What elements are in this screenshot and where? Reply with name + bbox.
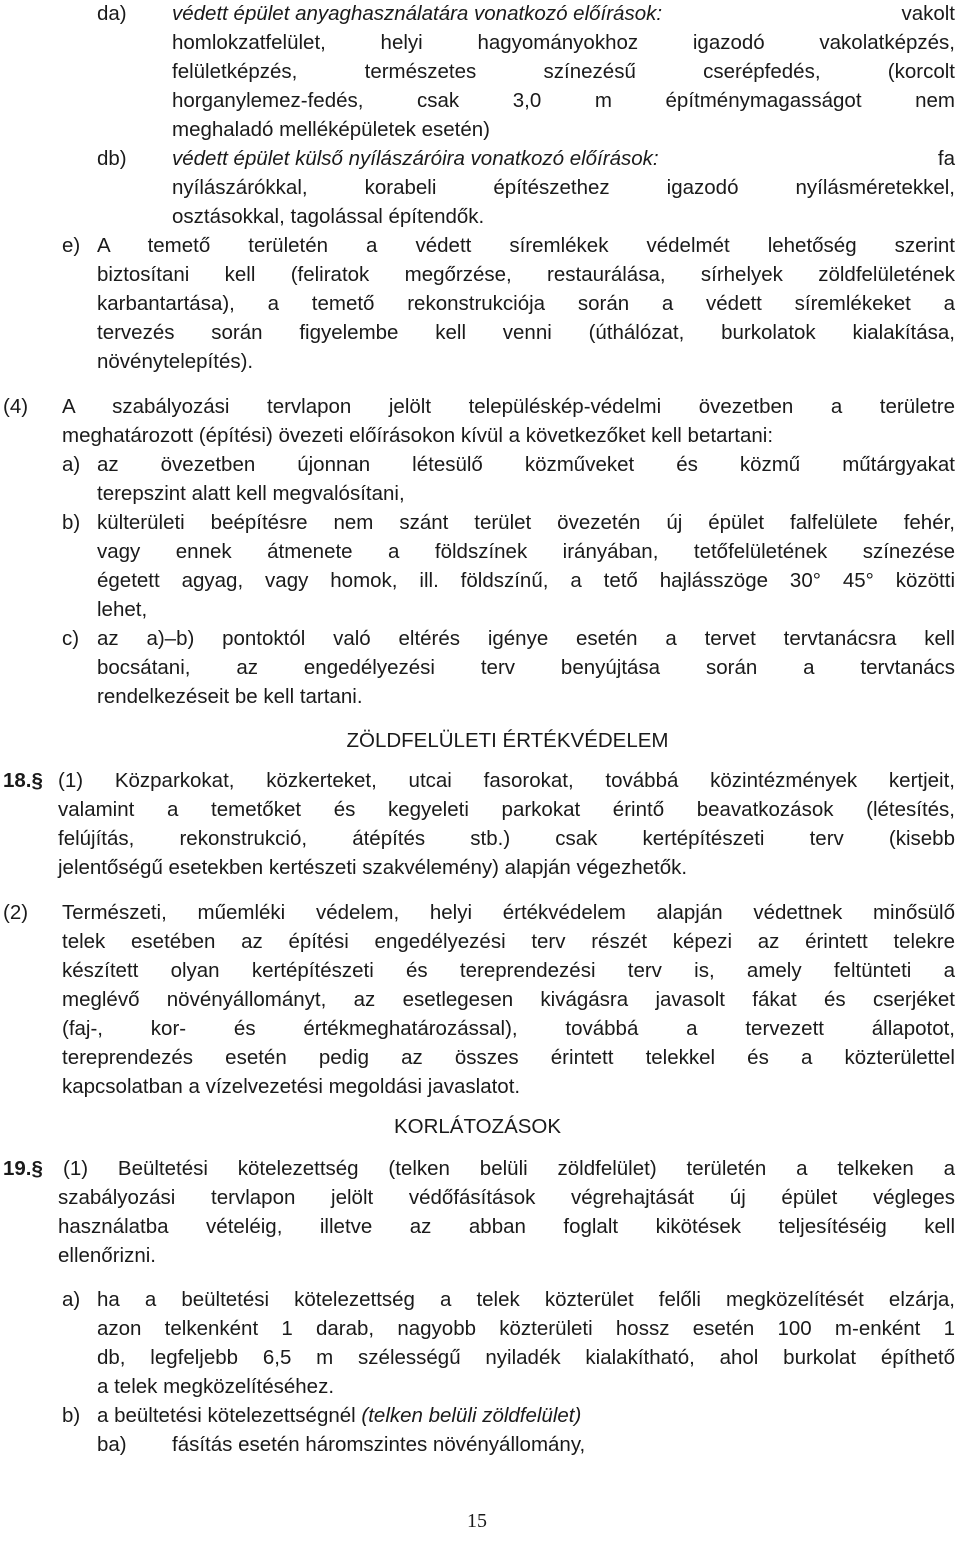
item-label: a) — [62, 1288, 81, 1311]
page-number: 15 — [467, 1510, 487, 1532]
text-line: rendelkezéseit be kell tartani. — [97, 685, 363, 708]
db-head: védett épület külső nyílászáróira vonatkozó előírások: — [172, 147, 659, 170]
text-line: karbantartása), a temető rekonstrukciója során a védett síremlékeket a — [97, 292, 955, 315]
text-line: meghatározott (építési) övezeti előírásokon kívül a következőket kell betartani: — [62, 424, 774, 447]
text-line: jelentőségű esetekben kertészeti szakvélemény) alapján végezhetők. — [58, 856, 688, 879]
text-line: tervezés során figyelembe kell venni (úthálózat, burkolatok kialakítása, — [97, 321, 955, 344]
text-line: bocsátani, az engedélyezési terv benyújtása során a tervtanács — [97, 656, 955, 679]
da-line-1 — [172, 2, 955, 26]
item-label: b) — [62, 1404, 81, 1427]
item-label: c) — [62, 627, 80, 650]
text-line: (1) Közparkokat, közkerteket, utcai fasorokat, továbbá közintézmények kertjeit, — [58, 769, 955, 792]
text-line: A temető területén a védett síremlékek védelmét lehetőség szerint — [97, 234, 955, 257]
db-tail: fa — [937, 147, 955, 170]
da-tail: vakolt — [901, 2, 955, 25]
text-line: a telek megközelítéséhez. — [97, 1375, 335, 1398]
text-line: szabályozási tervlapon jelölt védőfásítások végrehajtását új épület végleges — [58, 1186, 955, 1209]
text-line: felújítás, rekonstrukció, átépítés stb.) csak kertépítészeti terv (kisebb — [58, 827, 955, 850]
text-line: homlokzatfelület, helyi hagyományokhoz igazodó vakolatképzés, — [172, 31, 955, 54]
text-line: A szabályozási tervlapon jelölt településkép-védelmi övezetben a területre — [62, 395, 955, 418]
text-line: ha a beültetési kötelezettség a telek közterület felőli megközelítését elzárja, — [97, 1288, 955, 1311]
text-line: az övezetben újonnan létesülő közműveket és közmű műtárgyakat — [97, 453, 955, 476]
section-heading: KORLÁTOZÁSOK — [393, 1115, 562, 1138]
text-line: db, legfeljebb 6,5 m szélességű nyiladék kialakítható, ahol burkolat építhető — [97, 1346, 955, 1369]
text-line: az a)–b) pontoktól való eltérés igénye esetén a tervet tervtanácsra kell — [97, 627, 955, 650]
section-number: 18.§ — [3, 769, 43, 792]
text-line: (1) Beültetési kötelezettség (telken belüli zöldfelület) területén a telkeken a — [63, 1157, 955, 1180]
text-line: horganylemez-fedés, csak 3,0 m építménymagasságot nem — [172, 89, 955, 112]
item-label: e) — [62, 234, 81, 257]
paragraph-label: (4) — [3, 395, 29, 418]
b-text-italic: (telken belüli zöldfelület) — [361, 1404, 582, 1427]
text-line: (faj-, kor- és értékmeghatározással), továbbá a tervezett állapotot, — [62, 1017, 955, 1040]
text-line: használatba vételéig, illetve az abban foglalt kikötések teljesítéséig kell — [58, 1215, 955, 1238]
text-line: osztásokkal, tagolással építendők. — [172, 205, 485, 228]
text-line: meglévő növényállományt, az esetlegesen kivágásra javasolt fákat és cserjéket — [62, 988, 955, 1011]
text-line: meghaladó melléképületek esetén) — [172, 118, 490, 141]
item-label: b) — [62, 511, 81, 534]
text-line: fásítás esetén háromszintes növényállomány, — [172, 1433, 586, 1456]
text-line: készített olyan kertépítészeti és tereprendezési terv is, amely feltünteti a — [62, 959, 955, 982]
text-line: növénytelepítés). — [97, 350, 254, 373]
text-line: terepszint alatt kell megvalósítani, — [97, 482, 405, 505]
section-number: 19.§ — [3, 1157, 43, 1180]
item-label: ba) — [97, 1433, 127, 1456]
text-line: felületképzés, természetes színezésű cserépfedés, (korcolt — [172, 60, 955, 83]
paragraph-label: (2) — [3, 901, 29, 924]
item-label: da) — [97, 2, 127, 25]
text-line: Természeti, műemléki védelem, helyi értékvédelem alapján védettnek minősülő — [62, 901, 955, 924]
text-line: valamint a temetőket és kegyeleti parkokat érintő beavatkozások (létesítés, — [58, 798, 955, 821]
db-line-1 — [172, 147, 955, 171]
text-line: biztosítani kell (feliratok megőrzése, restaurálása, sírhelyek zöldfelületének — [97, 263, 955, 286]
text-line: azon telkenként 1 darab, nagyobb közterületi hossz esetén 100 m-enként 1 — [97, 1317, 955, 1340]
item-label: a) — [62, 453, 81, 476]
text-line: tereprendezés esetén pedig az összes érintett telekkel és a közterülettel — [62, 1046, 955, 1069]
text-line: nyílászárókkal, korabeli építészethez igazodó nyílásméretekkel, — [172, 176, 955, 199]
text-line: égetett agyag, vagy homok, ill. földszínű, a tető hajlásszöge 30° 45° közötti — [97, 569, 955, 592]
text-line — [97, 1404, 581, 1428]
text-line: ellenőrizni. — [58, 1244, 156, 1267]
item-label: db) — [97, 147, 127, 170]
text-line: lehet, — [97, 598, 148, 621]
text-line: kapcsolatban a vízelvezetési megoldási javaslatot. — [62, 1075, 521, 1098]
section-heading: ZÖLDFELÜLETI ÉRTÉKVÉDELEM — [346, 729, 669, 752]
text-line: telek esetében az építési engedélyezési terv részét képezi az érintett telekre — [62, 930, 955, 953]
text-line: vagy ennek átmenete a földszínek irányában, tetőfelületének színezése — [97, 540, 955, 563]
text-line: külterületi beépítésre nem szánt terület övezetén új épület falfelülete fehér, — [97, 511, 955, 534]
b-text: a beültetési kötelezettségnél — [97, 1404, 356, 1427]
da-head: védett épület anyaghasználatára vonatkozó előírások: — [172, 2, 663, 25]
